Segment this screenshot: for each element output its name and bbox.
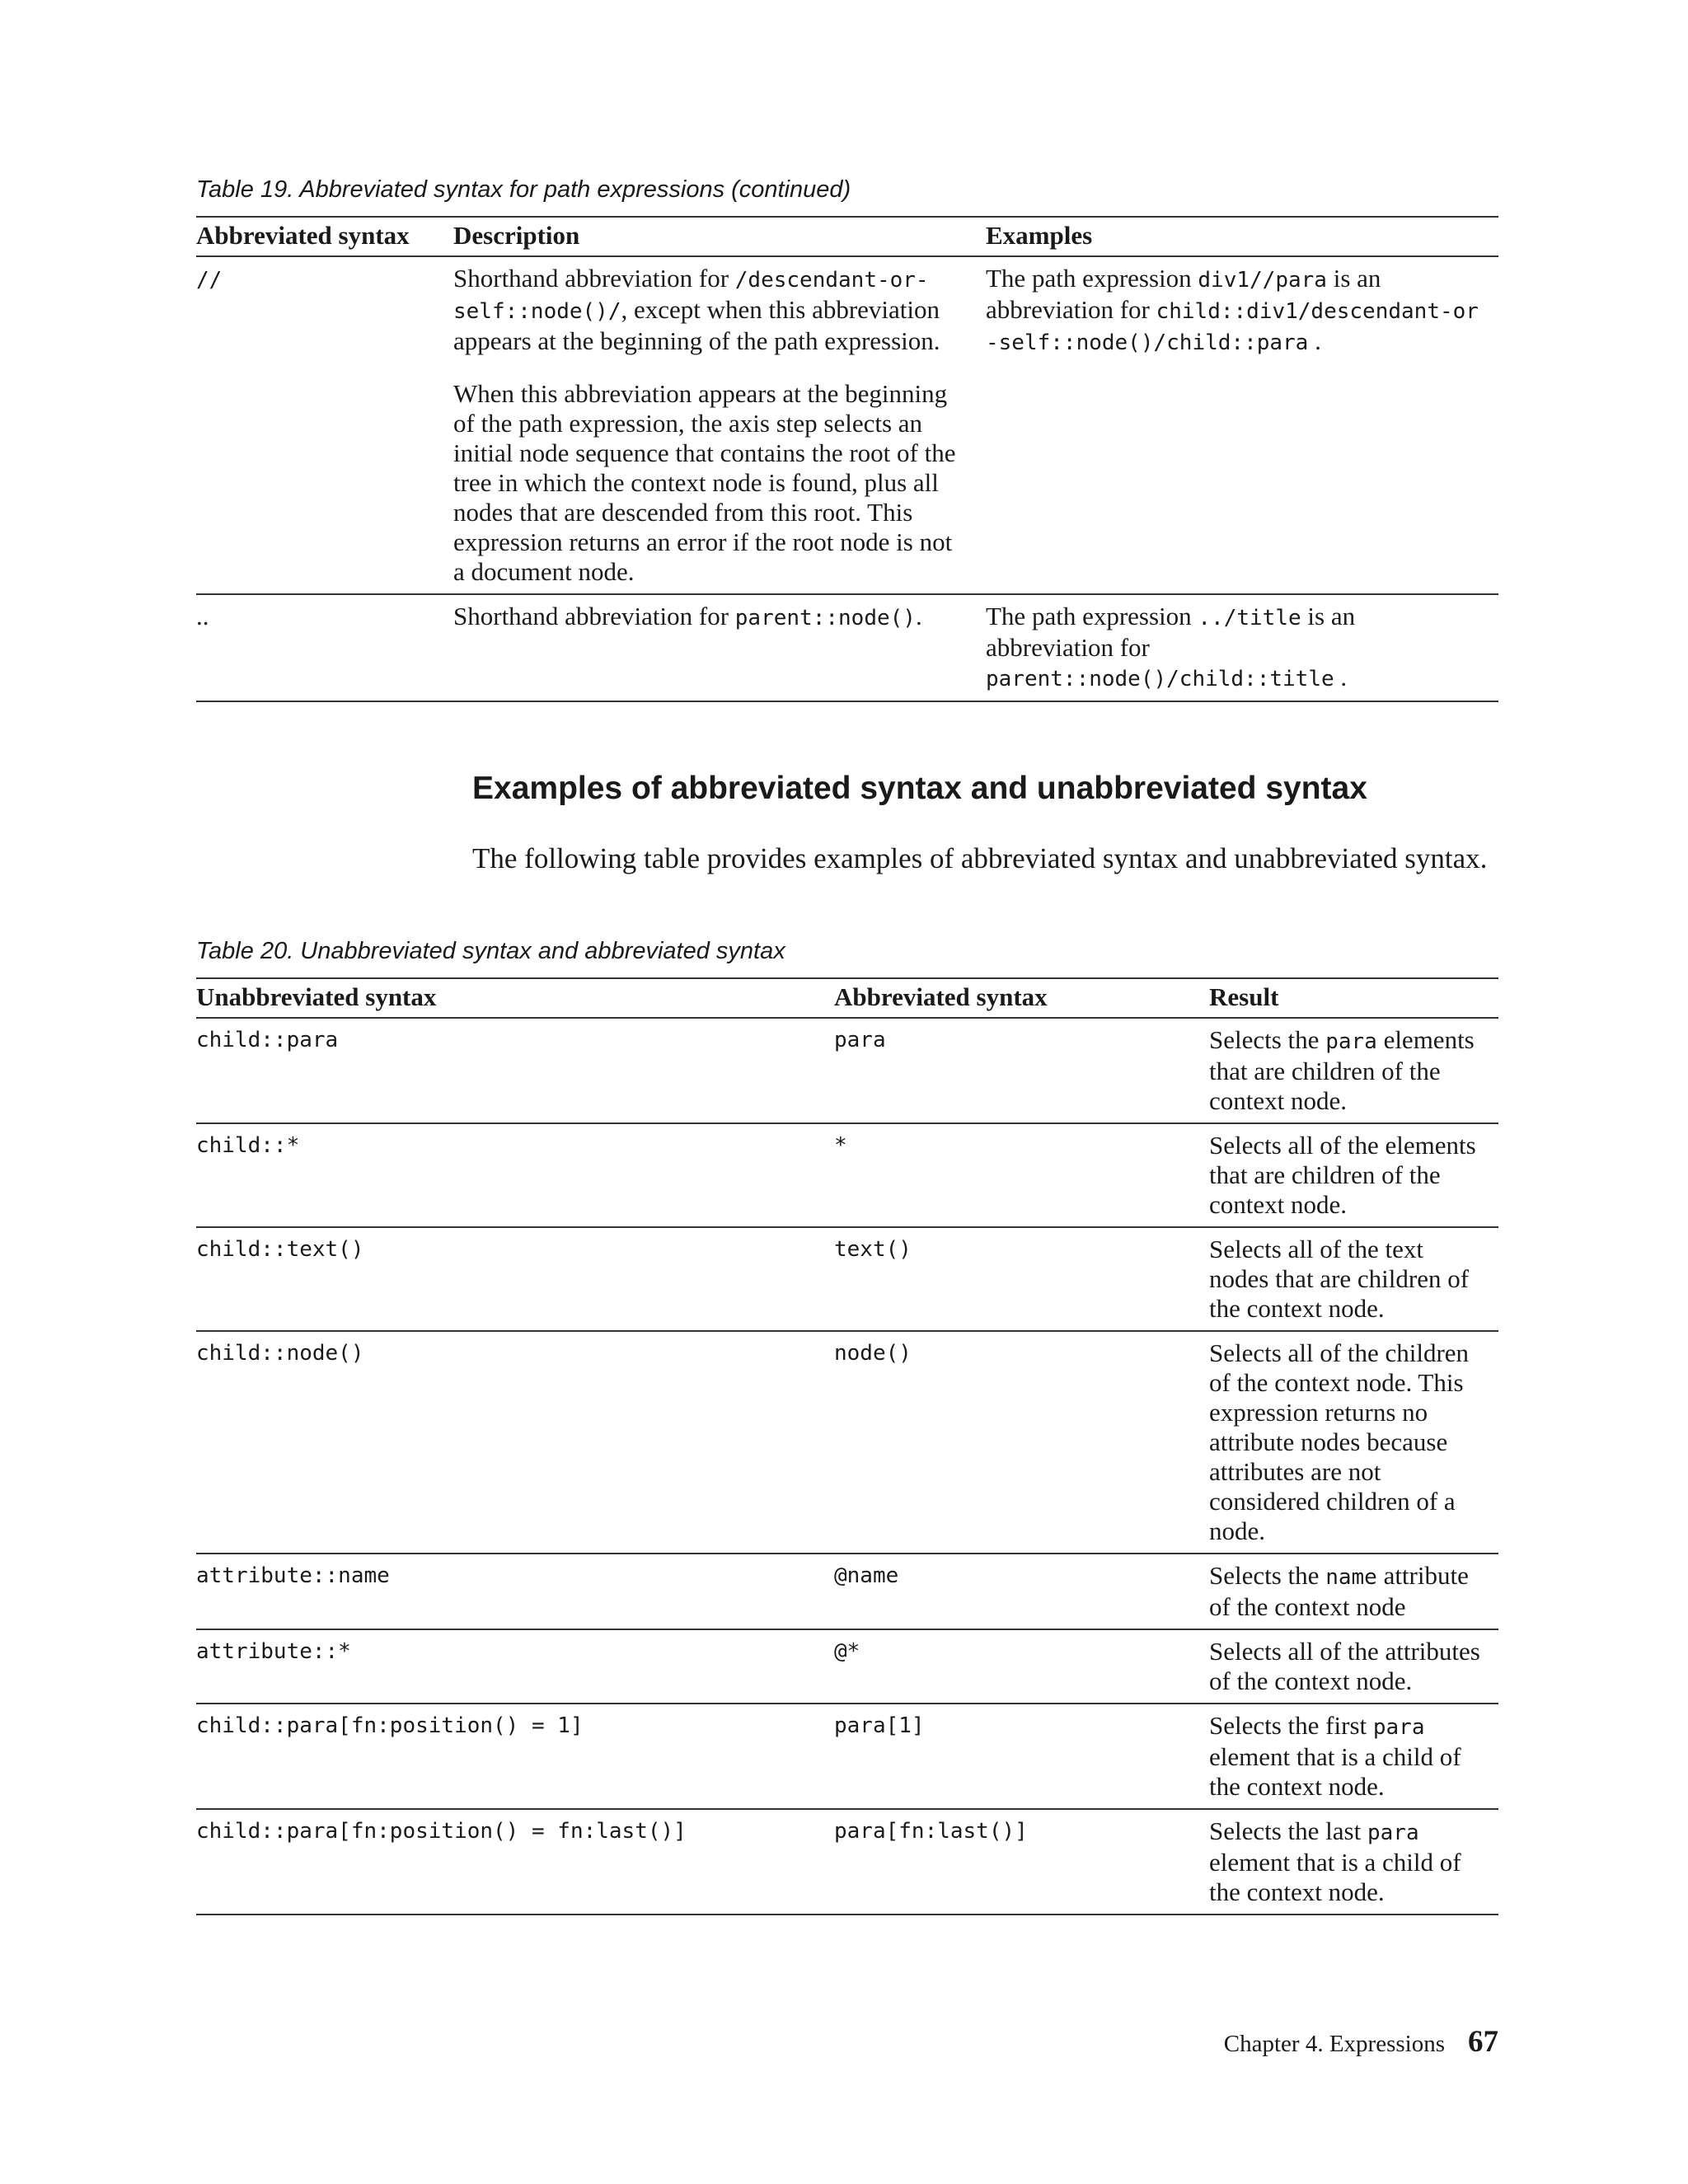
result-cell: Selects the para elements that are children of the context node.: [1209, 1018, 1498, 1123]
table19-caption: Table 19. Abbreviated syntax for path expressions (continued): [196, 176, 851, 203]
table-row: [196, 1331, 1498, 1554]
table19-example-cell: The path expression div1//para is an abbreviation for child::div1/descendant-or-self::node()/child::para .: [986, 256, 1498, 594]
table-row: [196, 1018, 1498, 1123]
unabbreviated-cell: child::para[fn:position() = fn:last()]: [196, 1809, 834, 1915]
table-row: [196, 1809, 1498, 1915]
syntax-value: ..: [196, 602, 209, 630]
table19: [196, 216, 1498, 702]
table20-header-abbreviated: Abbreviated syntax: [834, 978, 1209, 1018]
result-cell: Selects the first para element that is a child of the context node.: [1209, 1704, 1498, 1809]
table-row: [196, 1704, 1498, 1809]
table19-header-syntax: Abbreviated syntax: [196, 217, 453, 256]
abbreviated-cell: para: [834, 1018, 1209, 1123]
page-footer: [1224, 2024, 1498, 2060]
unabbreviated-cell: child::node(): [196, 1331, 834, 1554]
table-row: [196, 1554, 1498, 1629]
table19-example-cell: The path expression ../title is an abbreviation for parent::node()/child::title .: [986, 594, 1498, 701]
table20-caption: Table 20. Unabbreviated syntax and abbreviated syntax: [196, 938, 785, 964]
result-cell: Selects all of the attributes of the context node.: [1209, 1629, 1498, 1704]
unabbreviated-cell: attribute::*: [196, 1629, 834, 1704]
abbreviated-cell: para[1]: [834, 1704, 1209, 1809]
table20: [196, 977, 1498, 1915]
table19-description-cell: [453, 256, 986, 594]
description-paragraph: Shorthand abbreviation for /descendant-or-self::node()/, except when this abbreviation appears at the beginning of the path expression.: [453, 264, 940, 355]
abbreviated-cell: *: [834, 1123, 1209, 1227]
abbreviated-cell: @name: [834, 1554, 1209, 1629]
abbreviated-cell: @*: [834, 1629, 1209, 1704]
abbreviated-cell: node(): [834, 1331, 1209, 1554]
table-row: [196, 1227, 1498, 1331]
syntax-value: //: [196, 268, 223, 293]
table20-header-row: [196, 978, 1498, 1018]
result-cell: Selects the last para element that is a child of the context node.: [1209, 1809, 1498, 1915]
description-paragraph: When this abbreviation appears at the beginning of the path expression, the axis step selects an initial node sequence that contains the root of the tree in which the context node is found, plus all nodes that are descended from this root. This expression returns an error if the root node is not a document node.: [453, 379, 956, 586]
table19-syntax-cell: [196, 256, 453, 594]
abbreviated-cell: para[fn:last()]: [834, 1809, 1209, 1915]
unabbreviated-cell: child::para: [196, 1018, 834, 1123]
table-row: [196, 1123, 1498, 1227]
table19-description-cell: Shorthand abbreviation for parent::node().: [453, 594, 986, 701]
table19-header-row: [196, 217, 1498, 256]
result-cell: Selects all of the text nodes that are children of the context node.: [1209, 1227, 1498, 1331]
table19-header-examples: Examples: [986, 217, 1498, 256]
unabbreviated-cell: attribute::name: [196, 1554, 834, 1629]
unabbreviated-cell: child::para[fn:position() = 1]: [196, 1704, 834, 1809]
page-number: 67: [1468, 2025, 1498, 2059]
section-heading: Examples of abbreviated syntax and unabbreviated syntax: [472, 771, 1367, 806]
result-cell: Selects all of the children of the context node. This expression returns no attribute nodes because attributes are not considered children of a node.: [1209, 1331, 1498, 1554]
unabbreviated-cell: child::*: [196, 1123, 834, 1227]
table20-header-unabbreviated: Unabbreviated syntax: [196, 978, 834, 1018]
abbreviated-cell: text(): [834, 1227, 1209, 1331]
table19-header-description: Description: [453, 217, 986, 256]
table-row: [196, 1629, 1498, 1704]
result-cell: Selects all of the elements that are children of the context node.: [1209, 1123, 1498, 1227]
table19-syntax-cell: [196, 594, 453, 701]
section-intro: The following table provides examples of abbreviated syntax and unabbreviated syntax.: [472, 842, 1488, 874]
table-row: [196, 594, 1498, 701]
table-row: [196, 256, 1498, 594]
result-cell: Selects the name attribute of the context node: [1209, 1554, 1498, 1629]
table20-header-result: Result: [1209, 978, 1498, 1018]
unabbreviated-cell: child::text(): [196, 1227, 834, 1331]
footer-chapter: Chapter 4. Expressions: [1223, 2031, 1445, 2057]
